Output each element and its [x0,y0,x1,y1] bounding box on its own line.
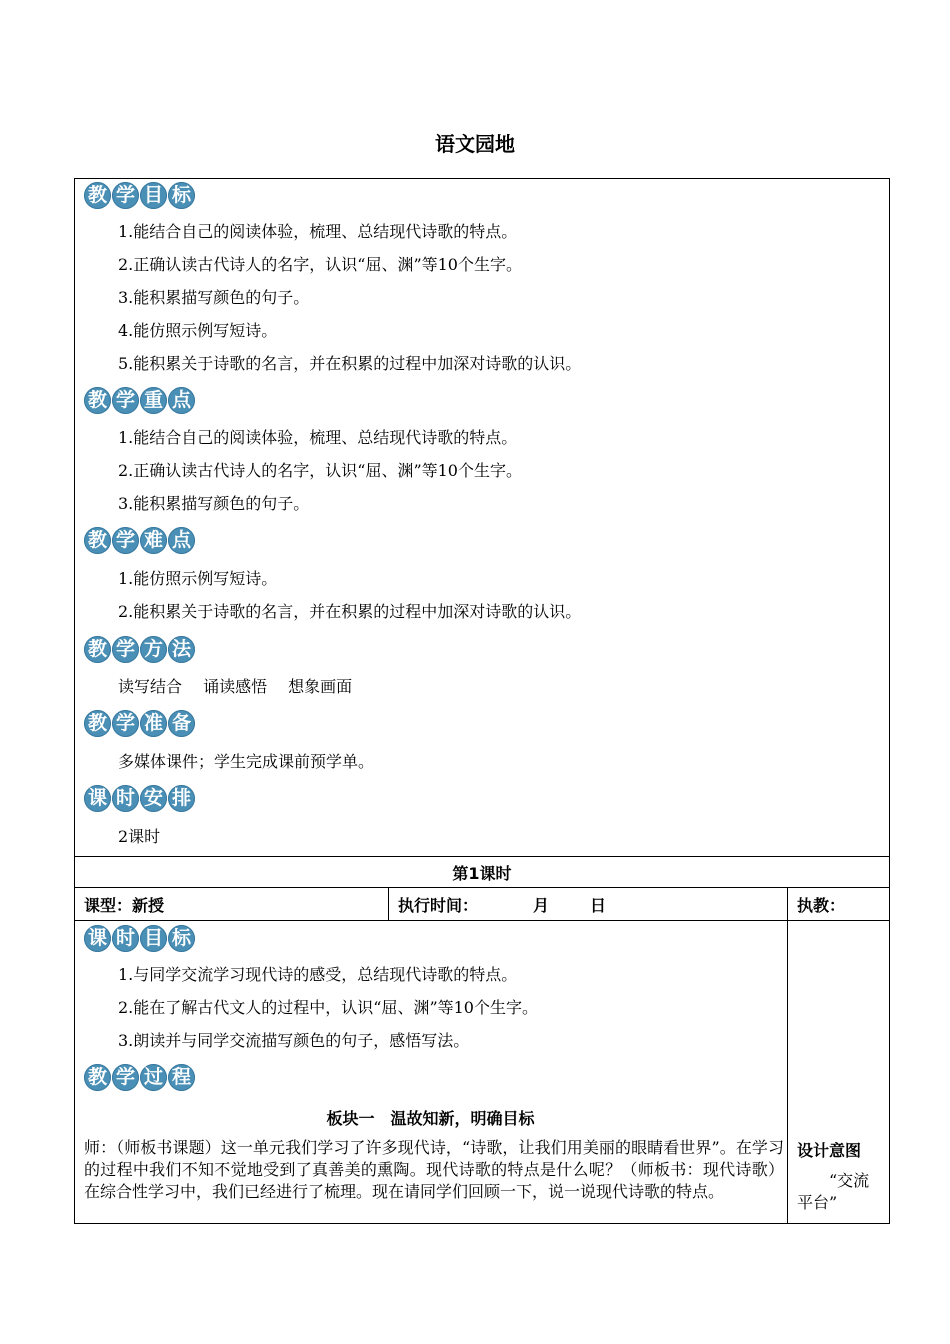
list-item: 2.能在了解古代文人的过程中，认识“屈、渊”等10个生字。 [118,998,538,1017]
table-divider [74,887,890,888]
table-divider [74,920,890,921]
list-item: 1.与同学交流学习现代诗的感受，总结现代诗歌的特点。 [118,965,518,984]
section-badge-process: 教 学 过 程 [84,1064,195,1091]
list-item: 4.能仿照示例写短诗。 [118,321,278,340]
section-badge-preparation: 教 学 准 备 [84,710,195,737]
list-item: 读写结合 诵读感悟 想象画面 [118,677,353,696]
list-item: 1.能结合自己的阅读体验，梳理、总结现代诗歌的特点。 [118,222,518,241]
teacher-label: 执教： [797,896,846,915]
section-badge-schedule: 课 时 安 排 [84,785,195,812]
list-item: 5.能积累关于诗歌的名言，并在积累的过程中加深对诗歌的认识。 [118,354,582,373]
list-item: 2.正确认读古代诗人的名字，认识“屈、渊”等10个生字。 [118,461,522,480]
table-divider [74,856,890,857]
list-item: 多媒体课件；学生完成课前预学单。 [118,752,375,771]
execution-time-label: 执行时间： [398,896,479,915]
month-label: 月 [533,896,550,915]
lesson-type: 课型：新授 [84,896,165,915]
lesson-header: 第1课时 [452,864,512,883]
list-item: 3.能积累描写颜色的句子。 [118,494,310,513]
list-item: 1.能仿照示例写短诗。 [118,569,278,588]
list-item: 2.能积累关于诗歌的名言，并在积累的过程中加深对诗歌的认识。 [118,602,582,621]
table-divider [787,887,788,1224]
teacher-text: 师：（师板书课题）这一单元我们学习了许多现代诗，“诗歌，让我们用美丽的眼睛看世界”。在学习的过程中我们不知不觉地受到了真善美的熏陶。现代诗歌的特点是什么呢？（师板书：现代诗歌）在综合性学习中，我们已经进行了梳理。现在请同学们回顾一下，说一说现代诗歌的特点。 [84,1138,784,1201]
section-badge-teaching-goals: 教 学 目 标 [84,182,195,209]
list-item: 3.能积累描写颜色的句子。 [118,288,310,307]
block-title: 板块一 温故知新，明确目标 [326,1109,535,1128]
list-item: 2.正确认读古代诗人的名字，认识“屈、渊”等10个生字。 [118,255,522,274]
section-badge-methods: 教 学 方 法 [84,636,195,663]
design-intent-text: “交流平台” [797,1171,870,1212]
list-item: 3.朗读并与同学交流描写颜色的句子，感悟写法。 [118,1031,470,1050]
design-intent-title: 设计意图 [797,1141,862,1160]
section-badge-key-points: 教 学 重 点 [84,387,195,414]
list-item: 2课时 [118,827,161,846]
page-title: 语文园地 [435,132,515,156]
section-badge-difficulties: 教 学 难 点 [84,527,195,554]
list-item: 1.能结合自己的阅读体验，梳理、总结现代诗歌的特点。 [118,428,518,447]
section-badge-lesson-goals: 课 时 目 标 [84,925,195,952]
day-label: 日 [590,896,607,915]
table-divider [388,887,389,920]
